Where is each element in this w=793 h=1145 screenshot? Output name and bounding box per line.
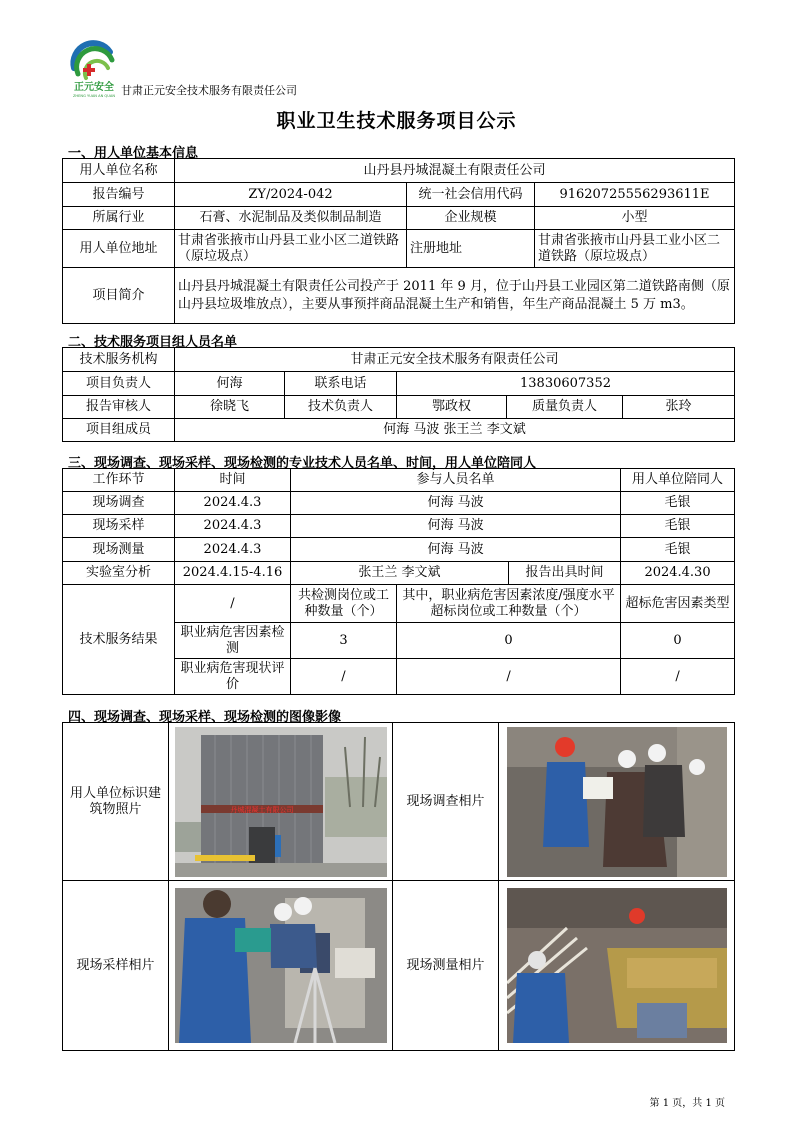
lab-staff: 张王兰 李文斌 (291, 562, 509, 585)
photo3-label: 现场采样相片 (63, 881, 169, 1051)
results-slash: / (175, 585, 291, 623)
staff-cell: 何海 马波 (291, 538, 621, 562)
col-stage: 工作环节 (63, 469, 175, 492)
fieldwork-table (62, 468, 735, 695)
report-date-label: 报告出具时间 (509, 562, 621, 585)
photo2-label: 现场调查相片 (393, 723, 499, 881)
res-row2-label: 职业病危害现状评价 (175, 659, 291, 695)
tech-lead-value: 鄂政权 (397, 396, 507, 419)
table-row (63, 515, 735, 538)
table-row (63, 492, 735, 515)
res-row1-v1: 3 (291, 623, 397, 659)
stage-cell: 现场测量 (63, 538, 175, 562)
page-number: 第 1 页，共 1 页 (649, 1098, 725, 1109)
report-date-value: 2024.4.30 (621, 562, 735, 585)
section4-heading: 四、现场调查、现场采样、现场检测的图像影像 (68, 710, 342, 725)
scale-label: 企业规模 (407, 207, 535, 230)
credit-code-value: 91620725556293611E (535, 183, 735, 207)
staff-cell: 何海 马波 (291, 515, 621, 538)
building-sign-text: 丹城混凝土有限公司 (230, 805, 293, 814)
measurement-photo (507, 888, 727, 1043)
phone-label: 联系电话 (285, 372, 397, 396)
photo1-label: 用人单位标识建筑物照片 (63, 723, 169, 881)
employer-info-table (62, 158, 735, 324)
intro-value: 山丹县丹城混凝土有限责任公司投产于 2011 年 9 月，位于山丹县工业园区第二道铁路南侧（原山丹县垃圾堆放点），主要从事预拌商品混凝土生产和销售，年生产商品混凝土 5 万 m3。 (175, 268, 735, 324)
phone-value: 13830607352 (397, 372, 735, 396)
sampling-photo (175, 888, 387, 1043)
staff-cell: 何海 马波 (291, 492, 621, 515)
reviewer-label: 报告审核人 (63, 396, 175, 419)
results-label: 技术服务结果 (63, 585, 175, 695)
industry-value: 石膏、水泥制品及类似制品制造 (175, 207, 407, 230)
escort-cell: 毛银 (621, 515, 735, 538)
building-photo (175, 727, 387, 877)
org-value: 甘肃正元安全技术服务有限责任公司 (175, 348, 735, 372)
members-label: 项目组成员 (63, 419, 175, 442)
tech-lead-label: 技术负责人 (285, 396, 397, 419)
company-logo (66, 38, 122, 98)
res-row2-v2: / (397, 659, 621, 695)
leader-value: 何海 (175, 372, 285, 396)
photo4-label: 现场测量相片 (393, 881, 499, 1051)
logo-text: 正元安全 (74, 82, 114, 93)
photo-table (62, 722, 735, 1051)
res-row1-v3: 0 (621, 623, 735, 659)
logo-subtext: ZHENG YUAN AN QUAN (72, 94, 116, 98)
company-name: 甘肃正元安全技术服务有限责任公司 (121, 84, 297, 97)
escort-cell: 毛银 (621, 538, 735, 562)
report-no-label: 报告编号 (63, 183, 175, 207)
res-col3: 超标危害因素类型 (621, 585, 735, 623)
res-row2-v3: / (621, 659, 735, 695)
survey-photo (507, 727, 727, 877)
stage-cell: 现场采样 (63, 515, 175, 538)
employer-label: 用人单位名称 (63, 159, 175, 183)
res-col2: 其中，职业病危害因素浓度/强度水平超标岗位或工种数量（个） (397, 585, 621, 623)
leader-label: 项目负责人 (63, 372, 175, 396)
res-row1-label: 职业病危害因素检测 (175, 623, 291, 659)
qa-label: 质量负责人 (507, 396, 623, 419)
reg-address-value: 甘肃省张掖市山丹县工业小区二道铁路（原垃圾点） (535, 230, 735, 268)
col-time: 时间 (175, 469, 291, 492)
members-value: 何海 马波 张王兰 李文斌 (175, 419, 735, 442)
time-cell: 2024.4.3 (175, 515, 291, 538)
res-row1-v2: 0 (397, 623, 621, 659)
report-no-value: ZY/2024-042 (175, 183, 407, 207)
scale-value: 小型 (535, 207, 735, 230)
escort-cell: 毛银 (621, 492, 735, 515)
qa-value: 张玲 (623, 396, 735, 419)
table-row (63, 538, 735, 562)
reg-address-label: 注册地址 (407, 230, 535, 268)
res-col1: 共检测岗位或工种数量（个） (291, 585, 397, 623)
section2-heading: 二、技术服务项目组人员名单 (68, 335, 238, 350)
team-table (62, 347, 735, 442)
org-label: 技术服务机构 (63, 348, 175, 372)
time-cell: 2024.4.3 (175, 538, 291, 562)
stage-cell: 现场调查 (63, 492, 175, 515)
employer-value: 山丹县丹城混凝土有限责任公司 (175, 159, 735, 183)
reviewer-value: 徐晓飞 (175, 396, 285, 419)
res-row2-v1: / (291, 659, 397, 695)
time-cell: 2024.4.3 (175, 492, 291, 515)
credit-code-label: 统一社会信用代码 (407, 183, 535, 207)
section3-heading: 三、现场调查、现场采样、现场检测的专业技术人员名单、时间，用人单位陪同人 (68, 456, 537, 471)
address-label: 用人单位地址 (63, 230, 175, 268)
section1-heading: 一、用人单位基本信息 (68, 146, 199, 161)
col-escort: 用人单位陪同人 (621, 469, 735, 492)
intro-label: 项目简介 (63, 268, 175, 324)
col-staff: 参与人员名单 (291, 469, 621, 492)
lab-label: 实验室分析 (63, 562, 175, 585)
industry-label: 所属行业 (63, 207, 175, 230)
lab-time: 2024.4.15-4.16 (175, 562, 291, 585)
address-value: 甘肃省张掖市山丹县工业小区二道铁路（原垃圾点） (175, 230, 407, 268)
page-title: 职业卫生技术服务项目公示 (276, 110, 517, 132)
